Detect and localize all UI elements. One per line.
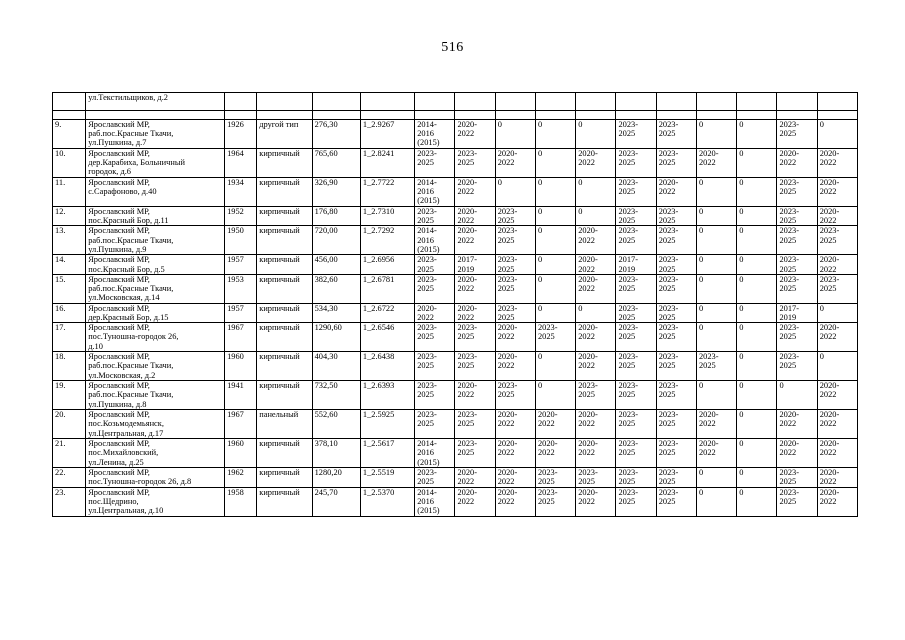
cell-term: 2023- 2025 (616, 323, 656, 352)
cell-term: 2023- 2025 (616, 487, 656, 516)
cell-num: 17. (53, 323, 86, 352)
cell-code: 1_2.6393 (360, 381, 414, 410)
cell-year: 1926 (225, 120, 257, 149)
cell-address: Ярославский МР, раб.пос.Красные Ткачи, ул.Московская, д.14 (86, 274, 225, 303)
cell-term: 2020- 2022 (495, 439, 535, 468)
cell-area: 326,90 (312, 178, 360, 207)
cell-term: 2023- 2025 (616, 410, 656, 439)
cell-term: 2020- 2022 (495, 468, 535, 487)
cell-term: 2023- 2025 (616, 274, 656, 303)
table-row (53, 468, 858, 487)
housing-registry-table (52, 92, 858, 517)
cell-term: 2023- 2025 (455, 352, 495, 381)
cell-area: 720,00 (312, 226, 360, 255)
cell-num: 21. (53, 439, 86, 468)
cell-term: 2020- 2022 (817, 410, 857, 439)
registry-body (53, 93, 858, 517)
cell-num (53, 93, 86, 111)
cell-term: 2014- 2016 (2015) (415, 439, 455, 468)
cell-term: 2023- 2025 (455, 439, 495, 468)
table-row (53, 149, 858, 178)
cell-term: 2023- 2025 (656, 323, 696, 352)
cell-term: 2020- 2022 (495, 352, 535, 381)
table-row-continued (53, 93, 858, 111)
cell-term: 2023- 2025 (777, 207, 817, 226)
cell-term: 2020- 2022 (535, 410, 575, 439)
cell-term: 2023- 2025 (777, 323, 817, 352)
cell-term: 2023- 2025 (616, 381, 656, 410)
cell-code: 1_2.6546 (360, 323, 414, 352)
cell-area: 552,60 (312, 410, 360, 439)
cell-term (777, 93, 817, 111)
cell-code: 1_2.8241 (360, 149, 414, 178)
cell-term: 2020- 2022 (777, 439, 817, 468)
cell-term: 2023- 2025 (656, 352, 696, 381)
cell-term (455, 93, 495, 111)
table-row (53, 255, 858, 274)
cell-term: 2023- 2025 (616, 149, 656, 178)
cell-code: 1_2.7292 (360, 226, 414, 255)
cell-term: 2020- 2022 (576, 323, 616, 352)
cell-term: 2023- 2025 (656, 410, 696, 439)
cell-term: 2023- 2025 (817, 226, 857, 255)
cell-term: 2023- 2025 (656, 226, 696, 255)
cell-num: 11. (53, 178, 86, 207)
table-row (53, 323, 858, 352)
table-row (53, 487, 858, 516)
cell-num: 13. (53, 226, 86, 255)
cell-term: 2020- 2022 (576, 352, 616, 381)
cell-num: 23. (53, 487, 86, 516)
cell-material: кирпичный (257, 323, 312, 352)
cell-term: 2023- 2025 (656, 381, 696, 410)
cell-address: Ярославский МР, с.Сарафоново, д.40 (86, 178, 225, 207)
cell-term: 2023- 2025 (616, 226, 656, 255)
cell-term: 2020- 2022 (696, 410, 736, 439)
cell-term: 2020- 2022 (455, 487, 495, 516)
cell-term: 2017- 2019 (455, 255, 495, 274)
cell-term: 2023- 2025 (415, 149, 455, 178)
cell-term: 0 (817, 352, 857, 381)
cell-term: 0 (576, 120, 616, 149)
cell-term: 2023- 2025 (616, 207, 656, 226)
cell-term (576, 93, 616, 111)
cell-term: 2023- 2025 (777, 255, 817, 274)
cell-term: 0 (737, 149, 777, 178)
cell-term: 2023- 2025 (616, 468, 656, 487)
cell-term: 0 (696, 323, 736, 352)
cell-term: 0 (817, 303, 857, 322)
cell-term: 2023- 2025 (616, 120, 656, 149)
cell-material: кирпичный (257, 487, 312, 516)
cell-term: 2023- 2025 (415, 274, 455, 303)
cell-term (817, 93, 857, 111)
cell-material: кирпичный (257, 226, 312, 255)
table-row (53, 274, 858, 303)
cell-term: 2020- 2022 (777, 149, 817, 178)
cell-term: 0 (696, 207, 736, 226)
cell-term: 0 (737, 323, 777, 352)
cell-num: 20. (53, 410, 86, 439)
cell-term: 2023- 2025 (415, 323, 455, 352)
cell-term: 2020- 2022 (696, 149, 736, 178)
table-row (53, 439, 858, 468)
cell-code (360, 93, 414, 111)
cell-area (312, 93, 360, 111)
cell-term: 2020- 2022 (817, 178, 857, 207)
cell-term: 2023- 2025 (535, 468, 575, 487)
cell-term: 2020- 2022 (817, 487, 857, 516)
cell-term: 2020- 2022 (817, 255, 857, 274)
table-row (53, 226, 858, 255)
cell-code: 1_2.5519 (360, 468, 414, 487)
cell-term: 0 (817, 120, 857, 149)
cell-term: 0 (696, 255, 736, 274)
cell-term: 0 (696, 487, 736, 516)
cell-material (257, 93, 312, 111)
cell-address: Ярославский МР, раб.пос.Красные Ткачи, ул.Пушкина, д.8 (86, 381, 225, 410)
cell-year: 1960 (225, 352, 257, 381)
cell-term: 2023- 2025 (415, 381, 455, 410)
cell-year: 1950 (225, 226, 257, 255)
cell-term: 2023- 2025 (656, 120, 696, 149)
cell-term: 2017- 2019 (777, 303, 817, 322)
cell-material: кирпичный (257, 352, 312, 381)
cell-term: 2020- 2022 (656, 178, 696, 207)
cell-material: кирпичный (257, 303, 312, 322)
cell-term: 0 (696, 178, 736, 207)
cell-term: 2023- 2025 (495, 274, 535, 303)
cell-term: 2023- 2025 (616, 352, 656, 381)
cell-code: 1_2.6781 (360, 274, 414, 303)
table-row (53, 120, 858, 149)
cell-term: 0 (495, 178, 535, 207)
cell-area: 1280,20 (312, 468, 360, 487)
cell-num: 22. (53, 468, 86, 487)
cell-year: 1934 (225, 178, 257, 207)
cell-address: Ярославский МР, раб.пос.Красные Ткачи, ул.Пушкина, д.7 (86, 120, 225, 149)
cell-term: 2023- 2025 (495, 226, 535, 255)
cell-num: 9. (53, 120, 86, 149)
cell-term: 2023- 2025 (455, 410, 495, 439)
table-row (53, 381, 858, 410)
cell-num: 10. (53, 149, 86, 178)
cell-term: 2020- 2022 (495, 487, 535, 516)
cell-area: 378,10 (312, 439, 360, 468)
table-row (53, 410, 858, 439)
cell-material: панельный (257, 410, 312, 439)
cell-term: 0 (535, 207, 575, 226)
cell-area: 404,30 (312, 352, 360, 381)
cell-term (415, 93, 455, 111)
cell-term: 2023- 2025 (415, 207, 455, 226)
cell-term: 2014- 2016 (2015) (415, 178, 455, 207)
cell-term: 2020- 2022 (576, 410, 616, 439)
cell-term: 2020- 2022 (455, 178, 495, 207)
table-row (53, 303, 858, 322)
cell-term: 2023- 2025 (777, 352, 817, 381)
cell-term: 2020- 2022 (817, 381, 857, 410)
cell-year: 1960 (225, 439, 257, 468)
cell-term: 2023- 2025 (696, 352, 736, 381)
cell-term: 2023- 2025 (656, 303, 696, 322)
cell-term: 2020- 2022 (817, 323, 857, 352)
cell-term: 2020- 2022 (817, 439, 857, 468)
cell-area: 732,50 (312, 381, 360, 410)
cell-code: 1_2.6438 (360, 352, 414, 381)
cell-term: 2023- 2025 (495, 207, 535, 226)
cell-term: 2020- 2022 (455, 381, 495, 410)
cell-year (225, 93, 257, 111)
cell-code: 1_2.9267 (360, 120, 414, 149)
cell-address: Ярославский МР, раб.пос.Красные Ткачи, ул.Пушкина, д.9 (86, 226, 225, 255)
cell-year: 1967 (225, 323, 257, 352)
cell-code: 1_2.5370 (360, 487, 414, 516)
cell-term: 2023- 2025 (777, 120, 817, 149)
cell-code: 1_2.5925 (360, 410, 414, 439)
cell-year: 1962 (225, 468, 257, 487)
cell-term: 2023- 2025 (455, 149, 495, 178)
cell-term: 2023- 2025 (535, 323, 575, 352)
cell-address: Ярославский МР, дер.Красный Бор, д.15 (86, 303, 225, 322)
cell-term: 0 (696, 274, 736, 303)
cell-address: Ярославский МР, пос.Красный Бор, д.5 (86, 255, 225, 274)
cell-code: 1_2.6722 (360, 303, 414, 322)
cell-year: 1958 (225, 487, 257, 516)
cell-term: 2014- 2016 (2015) (415, 226, 455, 255)
cell-term: 2020- 2022 (576, 274, 616, 303)
cell-term: 0 (535, 352, 575, 381)
cell-term (696, 93, 736, 111)
cell-term: 2023- 2025 (777, 178, 817, 207)
cell-term: 2023- 2025 (656, 255, 696, 274)
cell-num: 12. (53, 207, 86, 226)
cell-term: 2020- 2022 (696, 439, 736, 468)
cell-term: 0 (737, 381, 777, 410)
cell-term: 2020- 2022 (495, 410, 535, 439)
cell-area: 276,30 (312, 120, 360, 149)
cell-year: 1957 (225, 303, 257, 322)
cell-term: 2023- 2025 (455, 323, 495, 352)
cell-term: 2023- 2025 (616, 439, 656, 468)
cell-term: 2020- 2022 (455, 468, 495, 487)
cell-address: Ярославский МР, пос.Щедрино, ул.Центральная, д.10 (86, 487, 225, 516)
cell-term: 2023- 2025 (576, 468, 616, 487)
cell-material: кирпичный (257, 468, 312, 487)
cell-area: 245,70 (312, 487, 360, 516)
cell-term: 0 (737, 468, 777, 487)
cell-term: 2023- 2025 (415, 410, 455, 439)
cell-term: 2020- 2022 (576, 149, 616, 178)
cell-year: 1941 (225, 381, 257, 410)
cell-term: 0 (737, 120, 777, 149)
cell-term: 2020- 2022 (455, 303, 495, 322)
cell-term: 2023- 2025 (777, 487, 817, 516)
table-row (53, 207, 858, 226)
cell-term: 2020- 2022 (576, 439, 616, 468)
cell-term: 0 (535, 120, 575, 149)
table-row-gap (53, 111, 858, 120)
cell-term: 0 (737, 439, 777, 468)
cell-material: кирпичный (257, 178, 312, 207)
cell-term: 0 (737, 410, 777, 439)
cell-term: 0 (535, 303, 575, 322)
cell-term: 0 (495, 120, 535, 149)
cell-term: 2023- 2025 (616, 303, 656, 322)
cell-term: 0 (576, 207, 616, 226)
cell-address: Ярославский МР, пос.Красный Бор, д.11 (86, 207, 225, 226)
cell-term: 2017- 2019 (616, 255, 656, 274)
cell-term: 2023- 2025 (616, 178, 656, 207)
cell-address: Ярославский МР, пос.Козьмодемьянск, ул.Центральная, д.17 (86, 410, 225, 439)
cell-term: 2020- 2022 (535, 439, 575, 468)
cell-code: 1_2.7310 (360, 207, 414, 226)
cell-term: 0 (737, 303, 777, 322)
cell-term: 2023- 2025 (495, 255, 535, 274)
cell-term: 0 (737, 352, 777, 381)
cell-term: 2020- 2022 (576, 226, 616, 255)
cell-term: 0 (777, 381, 817, 410)
cell-term: 2023- 2025 (415, 352, 455, 381)
cell-address: Ярославский МР, пос.Туношна-городок 26, д.10 (86, 323, 225, 352)
cell-address: Ярославский МР, пос.Михайловский, ул.Ленина, д.25 (86, 439, 225, 468)
cell-area: 534,30 (312, 303, 360, 322)
cell-material: кирпичный (257, 207, 312, 226)
cell-term: 2020- 2022 (455, 207, 495, 226)
cell-term: 2023- 2025 (576, 381, 616, 410)
cell-term: 2020- 2022 (415, 303, 455, 322)
cell-code: 1_2.5617 (360, 439, 414, 468)
cell-term: 2023- 2025 (656, 487, 696, 516)
cell-material: кирпичный (257, 149, 312, 178)
cell-term: 2023- 2025 (415, 468, 455, 487)
cell-term: 2020- 2022 (817, 149, 857, 178)
cell-term: 0 (696, 303, 736, 322)
cell-term: 2023- 2025 (656, 274, 696, 303)
cell-term: 0 (696, 381, 736, 410)
cell-term: 2020- 2022 (817, 468, 857, 487)
cell-term: 0 (737, 255, 777, 274)
cell-term: 0 (737, 178, 777, 207)
cell-term: 0 (535, 226, 575, 255)
cell-term (535, 93, 575, 111)
cell-term: 2014- 2016 (2015) (415, 487, 455, 516)
cell-term (616, 93, 656, 111)
cell-term: 0 (535, 149, 575, 178)
cell-term: 2020- 2022 (495, 323, 535, 352)
cell-address: ул.Текстильщиков, д.2 (86, 93, 225, 111)
cell-term: 2023- 2025 (656, 439, 696, 468)
cell-num: 16. (53, 303, 86, 322)
cell-term: 0 (535, 255, 575, 274)
cell-material: другой тип (257, 120, 312, 149)
cell-num: 18. (53, 352, 86, 381)
cell-term: 2023- 2025 (777, 468, 817, 487)
cell-material: кирпичный (257, 381, 312, 410)
cell-material: кирпичный (257, 255, 312, 274)
cell-address: Ярославский МР, дер.Карабиха, Больничный городок, д.6 (86, 149, 225, 178)
cell-year: 1952 (225, 207, 257, 226)
cell-term: 0 (535, 381, 575, 410)
cell-material: кирпичный (257, 274, 312, 303)
cell-term: 2023- 2025 (495, 381, 535, 410)
cell-term: 2023- 2025 (656, 468, 696, 487)
cell-term (737, 93, 777, 111)
cell-term: 2023- 2025 (777, 274, 817, 303)
cell-num: 14. (53, 255, 86, 274)
cell-area: 1290,60 (312, 323, 360, 352)
cell-term: 0 (576, 303, 616, 322)
cell-area: 456,00 (312, 255, 360, 274)
cell-term: 2020- 2022 (455, 226, 495, 255)
cell-term: 0 (535, 178, 575, 207)
cell-area: 765,60 (312, 149, 360, 178)
table-row (53, 352, 858, 381)
cell-num: 19. (53, 381, 86, 410)
cell-term: 0 (737, 487, 777, 516)
cell-term: 2020- 2022 (576, 255, 616, 274)
cell-term: 2020- 2022 (576, 487, 616, 516)
cell-term (656, 93, 696, 111)
cell-term (495, 93, 535, 111)
cell-area: 382,60 (312, 274, 360, 303)
cell-term: 2023- 2025 (656, 207, 696, 226)
cell-code: 1_2.6956 (360, 255, 414, 274)
cell-term: 0 (696, 120, 736, 149)
page-number: 516 (441, 40, 464, 55)
cell-year: 1957 (225, 255, 257, 274)
cell-year: 1964 (225, 149, 257, 178)
cell-material: кирпичный (257, 439, 312, 468)
cell-term: 2023- 2025 (495, 303, 535, 322)
cell-term: 2014- 2016 (2015) (415, 120, 455, 149)
cell-term: 0 (737, 226, 777, 255)
cell-term: 0 (737, 274, 777, 303)
cell-code: 1_2.7722 (360, 178, 414, 207)
cell-term: 2020- 2022 (455, 274, 495, 303)
cell-term: 2020- 2022 (455, 120, 495, 149)
cell-term: 2020- 2022 (817, 207, 857, 226)
cell-year: 1953 (225, 274, 257, 303)
cell-term: 0 (696, 226, 736, 255)
cell-year: 1967 (225, 410, 257, 439)
cell-term: 0 (576, 178, 616, 207)
cell-term: 0 (737, 207, 777, 226)
cell-num: 15. (53, 274, 86, 303)
cell-area: 176,80 (312, 207, 360, 226)
cell-term: 2023- 2025 (656, 149, 696, 178)
cell-term: 2023- 2025 (777, 226, 817, 255)
cell-term: 2020- 2022 (495, 149, 535, 178)
cell-term: 0 (535, 274, 575, 303)
cell-address: Ярославский МР, пос.Туношна-городок 26, д.8 (86, 468, 225, 487)
cell-term: 2020- 2022 (777, 410, 817, 439)
cell-term: 2023- 2025 (817, 274, 857, 303)
cell-term: 2023- 2025 (415, 255, 455, 274)
cell-term: 2023- 2025 (535, 487, 575, 516)
cell-address: Ярославский МР, раб.пос.Красные Ткачи, ул.Московская, д.2 (86, 352, 225, 381)
table-row (53, 178, 858, 207)
cell-term: 0 (696, 468, 736, 487)
